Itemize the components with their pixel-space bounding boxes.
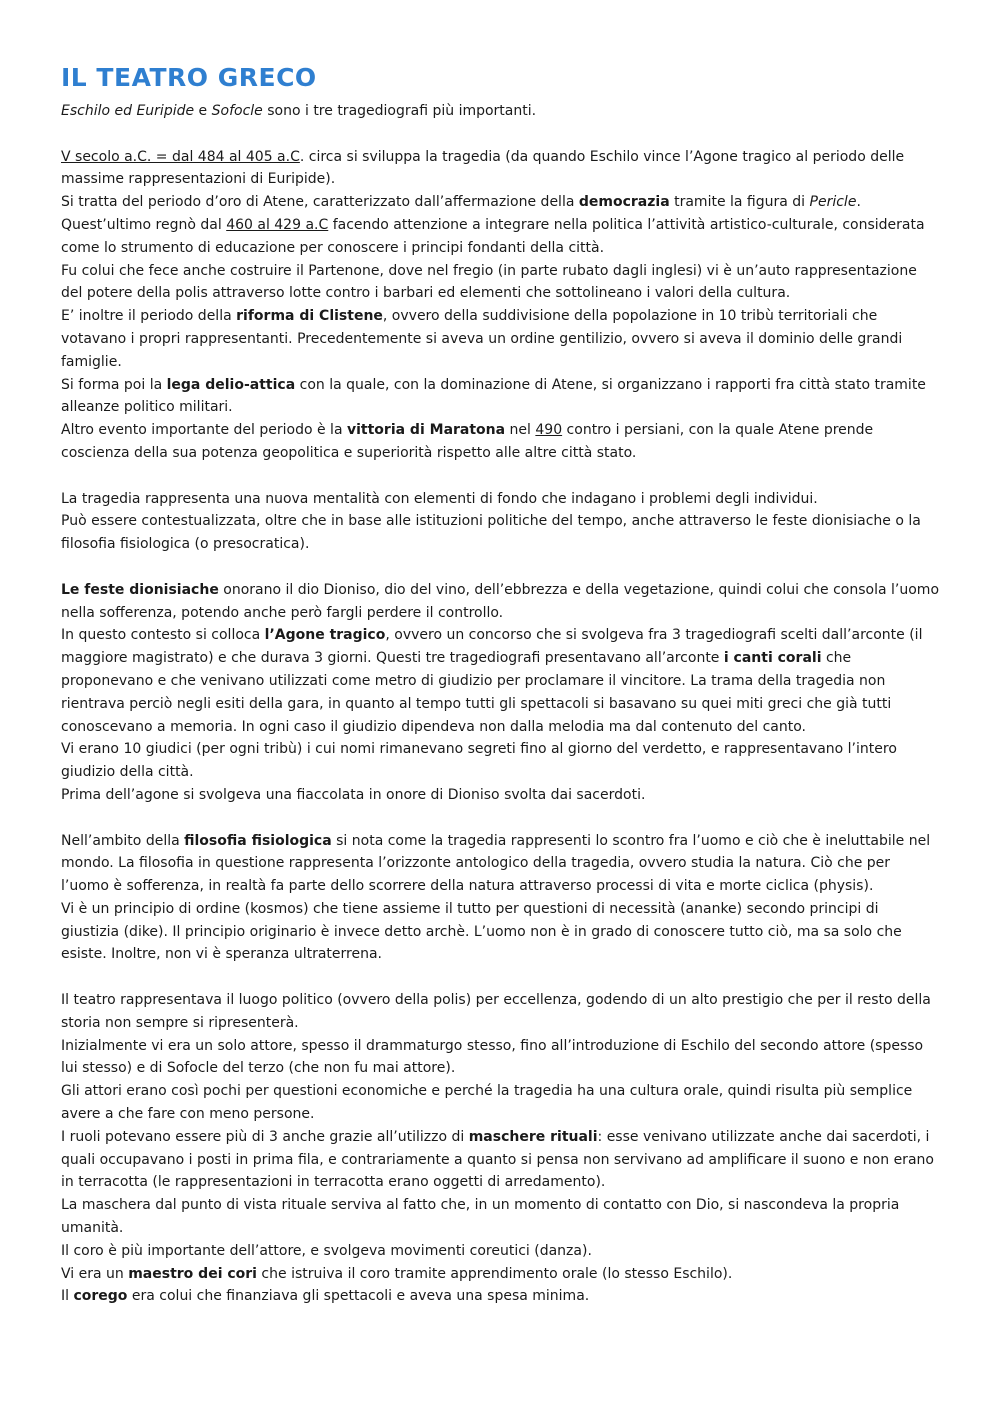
text: Si tratta del periodo d’oro di Atene, caratterizzato dall’affermazione della [61,194,579,211]
text: Nell’ambito della [61,832,185,849]
intro-text: sono i tre tragediografi più importanti. [262,103,537,119]
paragraph [61,1263,940,1286]
text: con la quale, con la dominazione di Atene, si organizzano i rapporti fra città stato tramite alleanze politico militari. [61,376,926,416]
page-title: IL TEATRO GRECO [61,63,317,92]
bold-term: riforma di Clistene [236,308,383,325]
paragraph [61,419,940,465]
bold-term: i canti corali [723,650,822,667]
intro-authors: Eschilo ed Euripide [61,103,195,119]
section-physiological-philosophy [61,830,940,967]
paragraph: Il teatro rappresentava il luogo politico (ovvero della polis) per eccellenza, godendo di un alto prestigio che per il resto della storia non sempre si ripresenterà. [61,992,931,1031]
paragraph [61,214,940,260]
paragraph: Vi è un principio di ordine (kosmos) che tiene assieme il tutto per questioni di necessità (ananke) secondo principi di giustizia (dike). Il principio originario è invece detto archè. L’uomo non è in grado di conoscere tutto ciò, ma sa solo che esiste. Inoltre, non vi è speranza ultraterrena. [61,900,902,963]
paragraph [61,624,940,738]
paragraph: Prima dell’agone si svolgeva una fiaccolata in onore di Dioniso svolta dai sacerdoti. [61,786,646,803]
intro-and: e [194,103,212,119]
paragraph [61,1285,940,1308]
paragraph [61,305,940,373]
text: contro i persiani, con la quale Atene prende coscienza della sua potenza geopolitica e superiorità rispetto alle altre città stato. [61,422,874,461]
text: In questo contesto si colloca [61,627,265,644]
intro-sofocle: Sofocle [211,103,263,119]
intro-line [61,100,940,123]
spacer [61,123,940,146]
paragraph [61,191,940,214]
bold-term: maschere rituali [468,1128,598,1145]
text: . [856,194,861,211]
section-dionysian-festivals [61,579,940,807]
text: E’ inoltre il periodo della [61,308,237,325]
bold-term: Le feste dionisiache [61,581,219,598]
paragraph: La maschera dal punto di vista rituale serviva al fatto che, in un momento di contatto con Dio, si nascondeva la propria umanità. [61,1197,900,1237]
bold-term: filosofia fisiologica [184,832,332,849]
paragraph [61,146,940,192]
paragraph: Può essere contestualizzata, oltre che in base alle istituzioni politiche del tempo, anche attraverso le feste dionisiache o la filosofia fisiologica (o presocratica). [61,513,921,553]
text: , ovvero della suddivisione della popolazione in 10 tribù territoriali che votavano i propri rappresentanti. Precedentemente si aveva un ordine gentilizio, ovvero si aveva il dominio delle grandi famiglie. [61,308,903,370]
underlined-date: 460 al 429 a.C [226,216,329,233]
paragraph [61,830,940,898]
spacer [61,465,940,488]
paragraph [61,1126,940,1194]
underlined-date: 490 [535,422,563,439]
text: : esse venivano utilizzate anche dai sacerdoti, i quali occupavano i posti in prima fila, e contrariamente a quanto si pensa non servivano ad amplificare il suono e non erano in terracotta (le rappresentazioni in terracotta erano oggetti di arredamento). [61,1128,934,1191]
bold-term: maestro dei cori [128,1265,257,1282]
text: Si forma poi la [61,376,167,393]
text: I ruoli potevano essere più di 3 anche grazie all’utilizzo di [61,1128,469,1145]
italic-name: Pericle [809,194,857,211]
section-tragedy-mentality [61,488,940,556]
paragraph: La tragedia rappresenta una nuova mentalità con elementi di fondo che indagano i problemi degli individui. [61,490,818,507]
text: onorano il dio Dioniso, dio del vino, dell’ebbrezza e della vegetazione, quindi colui che consola l’uomo nella sofferenza, potendo anche però fargli perdere il controllo. [61,581,940,621]
bold-term: corego [73,1288,128,1305]
underlined-date: V secolo a.C. = dal 484 al 405 a.C [61,148,300,165]
text: , ovvero un concorso che si svolgeva fra 3 tragediografi scelti dall’arconte (il maggiore magistrato) e che durava 3 giorni. Questi tre tragediografi presentavano all’arconte [61,627,923,667]
text: Vi era un [61,1265,129,1282]
section-theatre [61,989,940,1308]
paragraph: Gli attori erano così pochi per questioni economiche e perché la tragedia ha una cultura orale, quindi risulta più semplice avere a che fare con meno persone. [61,1083,913,1123]
paragraph [61,374,940,420]
text: era colui che finanziava gli spettacoli e aveva una spesa minima. [127,1288,590,1305]
bold-term: lega delio-attica [166,376,296,393]
text: . circa si sviluppa la tragedia (da quando Eschilo vince l’Agone tragico al periodo delle massime rappresentazioni di Euripide). [61,148,905,188]
paragraph [61,579,940,625]
paragraph: Fu colui che fece anche costruire il Partenone, dove nel fregio (in parte rubato dagli inglesi) vi è un’auto rappresentazione del potere della polis attraverso lotte contro i barbari ed elementi che sottolineano i valori della cultura. [61,262,917,302]
text: facendo attenzione a integrare nella politica l’attività artistico-culturale, considerata come lo strumento di educazione per conoscere i principi fondanti della città. [61,216,925,256]
bold-term: l’Agone tragico [264,627,386,644]
text: tramite la figura di [669,194,810,211]
text: che istruiva il coro tramite apprendimento orale (lo stesso Eschilo). [256,1265,733,1282]
bold-term: democrazia [578,194,670,211]
paragraph: Il coro è più importante dell’attore, e svolgeva movimenti coreutici (danza). [61,1242,592,1259]
paragraph: Vi erano 10 giudici (per ogni tribù) i cui nomi rimanevano segreti fino al giorno del verdetto, e rappresentavano l’intero giudizio della città. [61,741,897,781]
spacer [61,966,940,989]
section-historical-context [61,146,940,465]
bold-term: vittoria di Maratona [346,422,506,439]
text: nel [505,422,536,439]
spacer [61,556,940,579]
text: Il [61,1288,74,1305]
spacer [61,807,940,830]
text: Quest’ultimo regnò dal [61,216,227,233]
paragraph: Inizialmente vi era un solo attore, spesso il drammaturgo stesso, fino all’introduzione di Eschilo del secondo attore (spesso lui stesso) e di Sofocle del terzo (che non fu mai attore). [61,1037,924,1077]
text: che proponevano e che venivano utilizzati come metro di giudizio per proclamare il vincitore. La trama della tragedia non rientrava perciò negli esiti della gara, in quanto al tempo tutti gli spettacoli si basavano su quei miti greci che già tutti conoscevano a memoria. In ogni caso il giudizio dipendeva non dalla melodia ma dal contenuto del canto. [61,650,892,735]
text: Altro evento importante del periodo è la [61,422,347,439]
text: si nota come la tragedia rappresenti lo scontro fra l’uomo e ciò che è ineluttabile nel mondo. La filosofia in questione rappresenta l’orizzonte antologico della tragedia, ovvero studia la natura. Ciò che per l’uomo è sofferenza, in realtà fa parte dello scorrere della natura attraverso processi di vita e morte ciclica (physis). [61,832,931,895]
